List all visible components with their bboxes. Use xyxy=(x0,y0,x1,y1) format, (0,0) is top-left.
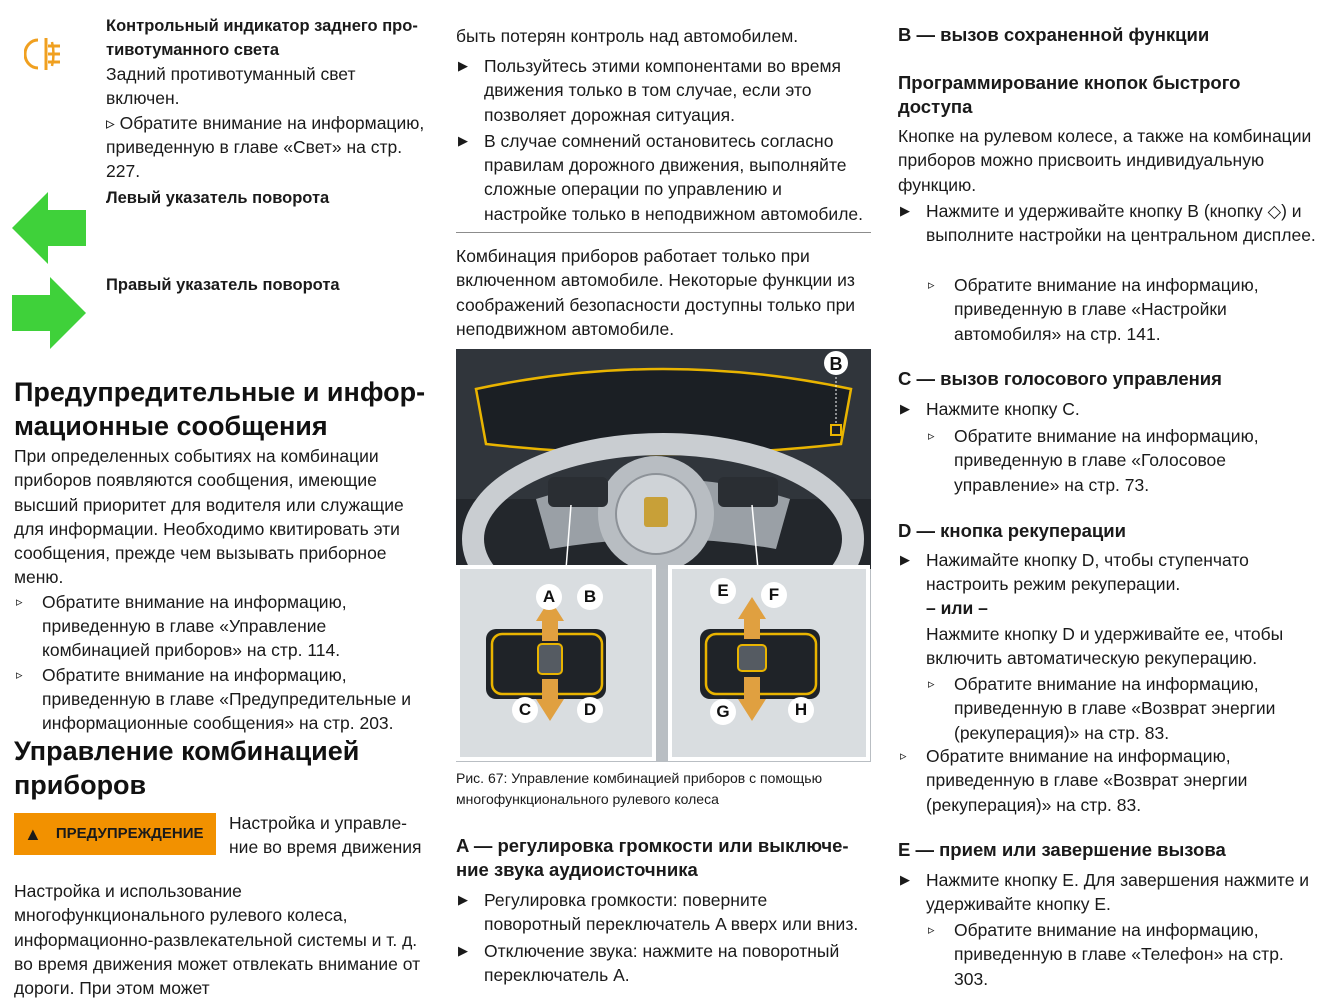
programming-note: ▹ Обратите внимание на информацию, приведенную в главе «Настройки автомобиля» на стр. 141. xyxy=(928,275,1259,344)
heading-a: A — регулировка громкости или выключе- ние звука аудиоисточника xyxy=(456,835,849,880)
right-turn-arrow-icon xyxy=(12,277,86,355)
d-note-1: ▹ Обратите внимание на информацию, приведенную в главе «Возврат энергии (рекуперация)» на стр. 83. xyxy=(928,674,1276,743)
figure-label-g: G xyxy=(710,699,736,725)
c-note: ▹ Обратите внимание на информацию, приведенную в главе «Голосовое управление» на стр. 73. xyxy=(928,426,1259,495)
left-turn-title: Левый указатель поворота xyxy=(106,189,330,207)
heading-programming: Программирование кнопок быстрого доступа xyxy=(898,72,1241,117)
steering-wheel-figure xyxy=(456,349,871,762)
note-marker-icon: ▹ xyxy=(928,922,935,937)
heading-e: E — прием или завершение вызова xyxy=(898,839,1226,860)
warning-triangle-icon: ▲ xyxy=(24,823,42,844)
programming-bullet: ▶ Нажмите и удерживайте кнопку B (кнопку ◇) и выполните настройки на центральном дисплее. xyxy=(900,201,1316,246)
heading-c: C — вызов голосового управления xyxy=(898,368,1222,389)
rear-fog-note: ▹ Обратите внимание на информацию, приведенную в главе «Свет» на стр. 227. xyxy=(106,112,425,182)
note-marker-icon: ▹ xyxy=(16,593,23,609)
figure-caption: Рис. 67: Управление комбинацией приборов с помощью многофункционального рулевого колеса xyxy=(456,770,823,807)
a-bullet-1: ▶ Регулировка громкости: поверните поворотный переключатель A вверх или вниз. xyxy=(458,890,859,935)
figure-label-f: F xyxy=(761,582,787,608)
heading-d: D — кнопка рекуперации xyxy=(898,520,1127,541)
figure-label-top-b: B xyxy=(829,354,843,374)
bullet-arrow-icon: ▶ xyxy=(458,892,468,907)
note-marker-icon: ▹ xyxy=(16,666,23,682)
figure-label-c: C xyxy=(512,697,538,723)
warning-paragraph: Настройка и использование многофункционального рулевого колеса, информационно-развлекательной системы и т. д. во время движения может отвлекать внимание от дороги. При этом может xyxy=(14,881,421,999)
divider xyxy=(456,232,871,233)
bullet-arrow-icon: ▶ xyxy=(458,132,468,148)
rear-fog-icon xyxy=(24,34,64,80)
bullet-arrow-icon: ▶ xyxy=(458,58,468,73)
bullet-arrow-icon: ▶ xyxy=(900,552,910,567)
heading-warnings: Предупредительные и инфор- мационные сообщения xyxy=(14,377,426,441)
warning-bullet-2: ▶ В случае сомнений остановитесь согласно правилам дорожного движения, выполняйте сложные операции по управлению и настройке только в неподвижном автомобиле. xyxy=(458,130,864,224)
bullet-arrow-icon: ▶ xyxy=(900,872,910,887)
d-bullet: ▶ Нажимайте кнопку D, чтобы ступенчато настроить режим рекуперации. xyxy=(900,550,1249,595)
warning-continued: быть потерян контроль над автомобилем. xyxy=(456,26,799,46)
bullet-arrow-icon: ▶ xyxy=(900,203,910,218)
figure-label-d: D xyxy=(577,697,603,723)
bullet-arrow-icon: ▶ xyxy=(900,401,910,416)
warnings-note-1: ▹ Обратите внимание на информацию, приведенную в главе «Управление комбинацией приборов» на стр. 114. xyxy=(16,591,347,661)
figure-label-a: A xyxy=(536,584,562,610)
note-marker-icon: ▹ xyxy=(928,277,935,292)
d-or: – или – xyxy=(926,598,988,618)
heading-b: B — вызов сохраненной функции xyxy=(898,24,1210,45)
a-bullet-2: ▶ Отключение звука: нажмите на поворотный переключатель A. xyxy=(458,940,840,985)
d-alt: Нажмите кнопку D и удерживайте ее, чтобы включить автоматическую рекуперацию. xyxy=(926,624,1284,669)
warning-badge: ▲ ПРЕДУПРЕЖДЕНИЕ xyxy=(14,813,216,855)
d-note-2: ▹ Обратите внимание на информацию, приведенную в главе «Возврат энергии (рекуперация)» на стр. 83. xyxy=(900,746,1248,815)
e-bullet: ▶ Нажмите кнопку E. Для завершения нажмите и удерживайте кнопку E. xyxy=(900,870,1310,915)
bullet-arrow-icon: ▶ xyxy=(458,942,468,958)
c-bullet: ▶ Нажмите кнопку C. xyxy=(898,397,1318,421)
figure-label-h: H xyxy=(788,697,814,723)
rear-fog-title: Контрольный индикатор заднего про- тивотуманного света xyxy=(106,17,418,59)
figure-label-e: E xyxy=(710,578,736,604)
note-marker-icon: ▹ xyxy=(928,676,935,691)
programming-paragraph: Кнопке на рулевом колесе, а также на комбинации приборов можно присвоить индивидуальную функцию. xyxy=(898,126,1312,195)
warnings-paragraph: При определенных событиях на комбинации приборов появляются сообщения, имеющие высший приоритет для водителя или служащие для информации. Необходимо квитировать эти сообщения, прежде чем вызывать приборное меню. xyxy=(14,446,404,588)
left-turn-arrow-icon xyxy=(12,192,86,270)
figure-label-b: B xyxy=(577,584,603,610)
note-marker-icon: ▹ xyxy=(928,428,935,443)
warning-bullet-1: ▶ Пользуйтесь этими компонентами во время движения только в том случае, если это позволяет дорожная ситуация. xyxy=(458,56,841,125)
rear-fog-desc: Задний противотуманный свет включен. xyxy=(106,64,356,109)
cluster-paragraph: Комбинация приборов работает только при включенном автомобиле. Некоторые функции из соображений безопасности доступны только при неподвижном автомобиле. xyxy=(456,246,856,339)
right-turn-title: Правый указатель поворота xyxy=(106,276,340,294)
note-marker-icon: ▹ xyxy=(900,748,907,763)
warning-title: Настройка и управле- ние во время движения xyxy=(229,813,422,858)
heading-control: Управление комбинацией приборов xyxy=(14,736,360,800)
e-note: ▹ Обратите внимание на информацию, приведенную в главе «Телефон» на стр. 303. xyxy=(928,920,1284,989)
warnings-note-2: ▹ Обратите внимание на информацию, приведенную в главе «Предупредительные и информационные сообщения» на стр. 203. xyxy=(16,664,412,734)
